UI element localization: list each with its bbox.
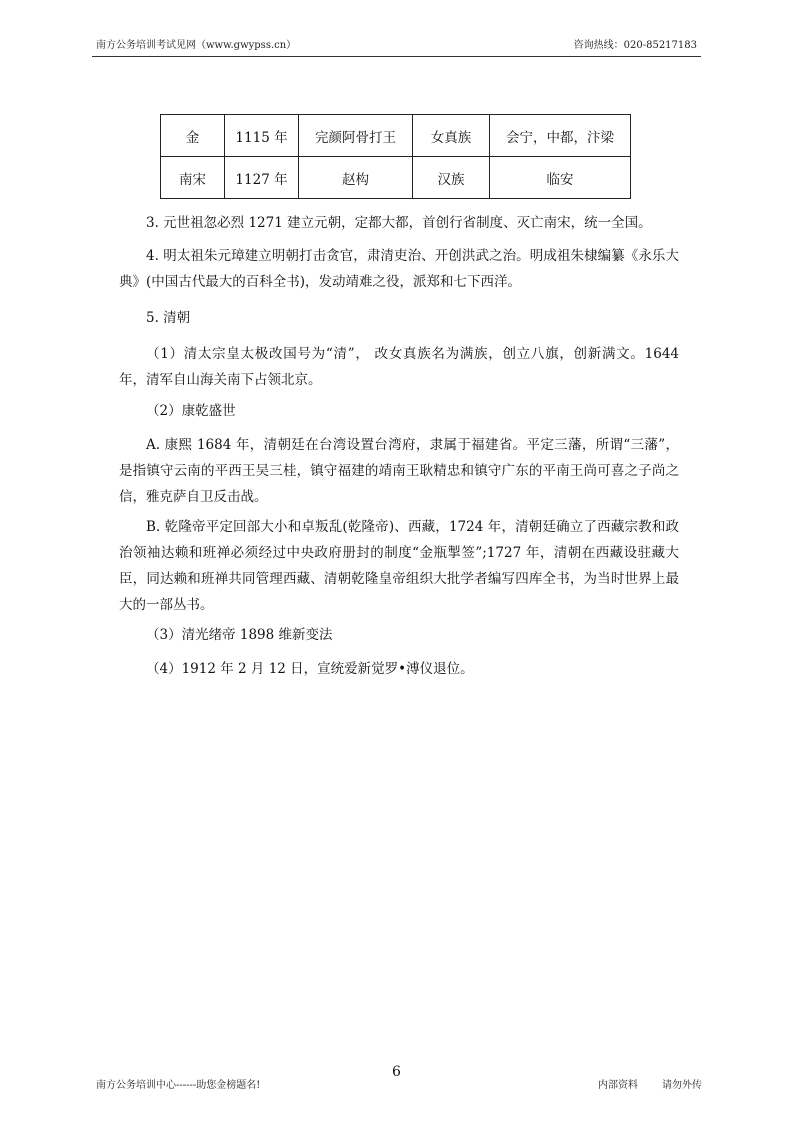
section-heading-qing: 5. 清朝 xyxy=(146,310,191,326)
table-row xyxy=(161,115,631,157)
table-cell: 完颜阿骨打王 xyxy=(299,115,413,157)
table-cell: 1115 年 xyxy=(225,115,299,157)
footer-no-distribute-label: 请勿外传 xyxy=(662,1080,702,1091)
table-cell: 赵构 xyxy=(299,157,413,199)
header-rule xyxy=(92,56,701,57)
table-row xyxy=(161,157,631,199)
paragraph-kangxi: A. 康熙 1684 年，清朝廷在台湾设置台湾府，隶属于福建省。平定三藩，所谓“三藩”，是指镇守云南的平西王吴三桂，镇守福建的靖南王耿精忠和镇守广东的平南王尚可喜之子尚之信，雅克萨自卫反击战。 xyxy=(119,437,679,505)
table-cell: 1127 年 xyxy=(225,157,299,199)
page-number: 6 xyxy=(392,1064,401,1080)
table-cell: 南宋 xyxy=(161,157,225,199)
paragraph-ming: 4. 明太祖朱元璋建立明朝打击贪官，肃清吏治、开创洪武之治。明成祖朱棣编纂《永乐大典》(中国古代最大的百科全书)，发动靖难之役，派郑和七下西洋。 xyxy=(119,248,679,290)
footer-right xyxy=(598,1076,702,1091)
table-cell: 汉族 xyxy=(413,157,490,199)
paragraph-qianlong: B. 乾隆帝平定回部大小和卓叛乱(乾隆帝)、西藏，1724 年，清朝廷确立了西藏宗教和政治领袖达赖和班禅必须经过中央政府册封的制度“金瓶掣签”;1727 年，清朝在西藏设驻藏大臣，同达赖和班禅共同管理西藏、清朝乾隆皇帝组织大批学者编写四库全书，为当时世界上最大的一部丛书。 xyxy=(119,519,679,613)
header-left-text: 南方公务培训考试见网（www.gwypss.cn） xyxy=(96,40,297,51)
footer-internal-label: 内部资料 xyxy=(598,1080,638,1091)
paragraph-guangxu: （3）清光绪帝 1898 维新变法 xyxy=(146,627,333,643)
subheading-kangqian: （2）康乾盛世 xyxy=(146,403,236,419)
paragraph-puyi: （4）1912 年 2 月 12 日，宣统爱新觉罗•溥仪退位。 xyxy=(146,661,474,677)
footer-left-text: 南方公务培训中心------助您金榜题名! xyxy=(96,1080,261,1091)
table-cell: 女真族 xyxy=(413,115,490,157)
paragraph-qing-1: （1）清太宗皇太极改国号为“清”， 改女真族名为满族，创立八旗，创新满文。1644 年，清军自山海关南下占领北京。 xyxy=(119,346,679,388)
header-right-text: 咨询热线：020-85217183 xyxy=(573,40,697,51)
table-cell: 临安 xyxy=(490,157,631,199)
paragraph-yuan: 3. 元世祖忽必烈 1271 建立元朝，定都大都，首创行省制度、灭亡南宋，统一全国。 xyxy=(146,215,652,231)
table-cell: 会宁，中都，汴梁 xyxy=(490,115,631,157)
table-cell: 金 xyxy=(161,115,225,157)
dynasty-table xyxy=(160,114,631,199)
